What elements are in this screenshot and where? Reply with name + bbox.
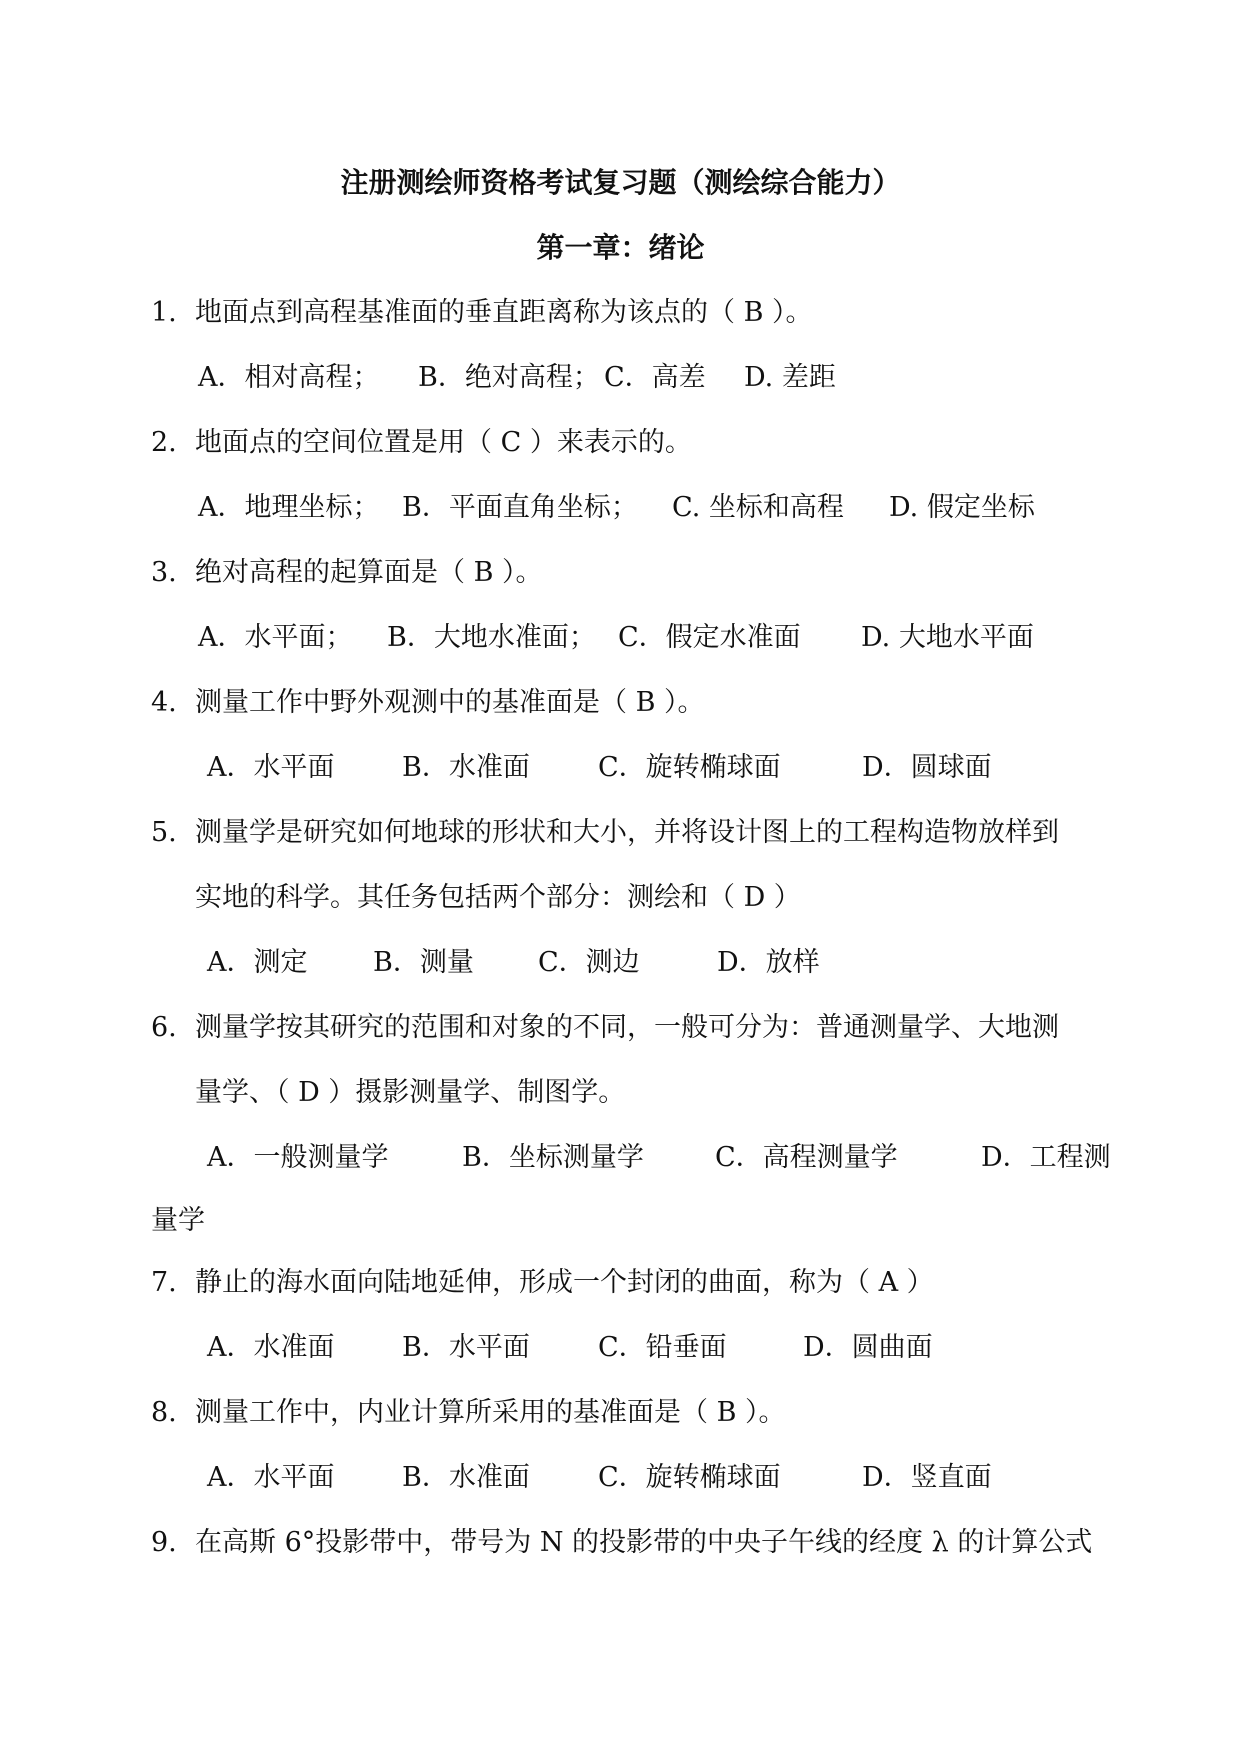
option-a: A．相对高程； <box>198 362 380 393</box>
option-d-wrap: 量学 <box>151 1205 205 1236</box>
option-b: B．水平面 <box>402 1332 530 1363</box>
option-d: D．放样 <box>717 947 820 978</box>
question-text: 测量工作中野外观测中的基准面是（ B ）。 <box>195 687 705 718</box>
option-c: C．假定水准面 <box>618 622 801 653</box>
question-number: 8. <box>151 1397 177 1428</box>
option-b: B．大地水准面； <box>387 622 596 653</box>
question-text: 地面点到高程基准面的垂直距离称为该点的（ B ）。 <box>195 297 813 328</box>
option-d: D．竖直面 <box>862 1462 992 1493</box>
option-c: C．铅垂面 <box>598 1332 727 1363</box>
option-c: C. 坐标和高程 <box>672 492 844 523</box>
question-number: 2. <box>151 427 177 458</box>
question-text: 地面点的空间位置是用（ C ）来表示的。 <box>195 427 692 458</box>
option-b: B．水准面 <box>402 1462 530 1493</box>
option-c: C．旋转椭球面 <box>598 752 781 783</box>
option-c: C．旋转椭球面 <box>598 1462 781 1493</box>
option-d: D. 假定坐标 <box>889 492 1035 523</box>
question-text: 测量学按其研究的范围和对象的不同，一般可分为：普通测量学、大地测 <box>195 1012 1059 1043</box>
option-d: D. 差距 <box>744 362 836 393</box>
option-d: D．工程测 <box>981 1142 1111 1173</box>
question-text: 测量学是研究如何地球的形状和大小，并将设计图上的工程构造物放样到 <box>195 817 1059 848</box>
option-a: A．水准面 <box>207 1332 335 1363</box>
option-a: A．水平面 <box>207 752 335 783</box>
question-number: 5. <box>151 817 177 848</box>
chapter-heading: 第一章：绪论 <box>536 231 705 264</box>
question-number: 1. <box>151 297 177 328</box>
option-b: B．水准面 <box>402 752 530 783</box>
question-number: 4. <box>151 687 177 718</box>
question-text: 实地的科学。其任务包括两个部分：测绘和（ D ） <box>195 882 801 913</box>
question-text: 测量工作中，内业计算所采用的基准面是（ B ）。 <box>195 1397 786 1428</box>
question-number: 3. <box>151 557 177 588</box>
option-b: B．平面直角坐标； <box>402 492 638 523</box>
option-a: A．水平面； <box>198 622 353 653</box>
option-c: C．高差 <box>604 362 706 393</box>
question-text: 静止的海水面向陆地延伸，形成一个封闭的曲面，称为（ A ） <box>195 1267 934 1298</box>
option-a: A．地理坐标； <box>198 492 380 523</box>
option-a: A．测定 <box>207 947 308 978</box>
option-d: D．圆球面 <box>862 752 992 783</box>
question-number: 9. <box>151 1527 177 1558</box>
question-text: 在高斯 6°投影带中，带号为 N 的投影带的中央子午线的经度 λ 的计算公式 <box>195 1527 1093 1558</box>
option-c: C．测边 <box>538 947 640 978</box>
document-title: 注册测绘师资格考试复习题（测绘综合能力） <box>340 166 901 199</box>
question-number: 6. <box>151 1012 177 1043</box>
option-b: B．坐标测量学 <box>462 1142 644 1173</box>
option-b: B．测量 <box>373 947 474 978</box>
option-a: A．水平面 <box>207 1462 335 1493</box>
option-d: D．圆曲面 <box>803 1332 933 1363</box>
option-b: B．绝对高程； <box>418 362 600 393</box>
option-d: D. 大地水平面 <box>861 622 1034 653</box>
question-number: 7. <box>151 1267 177 1298</box>
option-c: C．高程测量学 <box>715 1142 898 1173</box>
question-text: 量学、（ D ）摄影测量学、制图学。 <box>195 1077 626 1108</box>
question-text: 绝对高程的起算面是（ B ）。 <box>195 557 543 588</box>
option-a: A．一般测量学 <box>207 1142 389 1173</box>
